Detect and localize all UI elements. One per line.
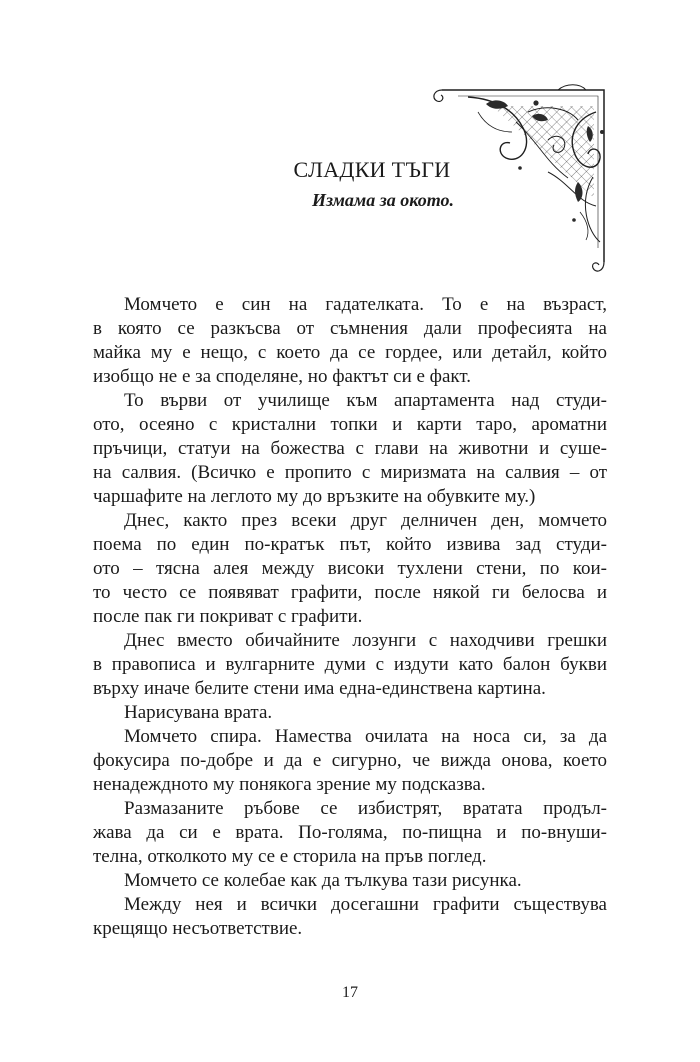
- text-line: Размазаните ръбове се избистрят, вратата продъл-: [124, 798, 607, 819]
- text-line: телна, отколкото му се е сторила на пръв поглед.: [93, 846, 487, 867]
- text-line: в която се разкъсва от съмнения дали професията на: [93, 318, 607, 339]
- chapter-subtitle: Измама за окото.: [312, 190, 454, 210]
- paragraph: [93, 389, 607, 509]
- text-line: ото – тясна алея между високи тухлени стени, по кои-: [93, 558, 607, 579]
- chapter-title: СЛАДКИ ТЪГИ: [293, 157, 451, 182]
- paragraph: [93, 509, 607, 629]
- text-line: на салвия. (Всичко е пропито с миризмата на салвия – от: [93, 462, 607, 483]
- body-text: [93, 293, 607, 941]
- text-line: ото, осеяно с кристални топки и карти таро, ароматни: [93, 414, 607, 435]
- paragraph: [93, 893, 607, 941]
- paragraph: [93, 725, 607, 797]
- text-line: Нарисувана врата.: [124, 702, 273, 723]
- text-line: чаршафите на леглото му до връзките на обувките му.): [93, 486, 536, 507]
- paragraph: [93, 869, 607, 893]
- text-line: фокусира по-добре и да е сигурно, че вижда онова, което: [93, 750, 607, 771]
- page-number: 17: [342, 984, 358, 1001]
- text-line: пръчици, статуи на божества с глави на животни и суше-: [93, 438, 607, 459]
- text-line: ненадеждното му понякога зрение му подсказва.: [93, 774, 486, 795]
- text-line: жава да си е врата. По-голяма, по-пищна и по-внуши-: [93, 822, 607, 843]
- text-line: върху иначе белите стени има една-единствена картина.: [93, 678, 546, 699]
- paragraph: [93, 293, 607, 389]
- text-line: крещящо несъответствие.: [93, 918, 303, 939]
- text-line: Момчето е син на гадателката. То е на възраст,: [124, 294, 607, 315]
- text-line: то често се появяват графити, после някой ги белосва и: [93, 582, 607, 603]
- paragraph: [93, 701, 607, 725]
- text-line: в правописа и вулгарните думи с издути като балон букви: [93, 654, 607, 675]
- text-line: майка му е нещо, с което да се гордее, или детайл, който: [93, 342, 607, 363]
- paragraph: [93, 629, 607, 701]
- text-line: Момчето спира. Намества очилата на носа си, за да: [124, 726, 607, 747]
- text-line: Момчето се колебае как да тълкува тази рисунка.: [124, 870, 522, 891]
- text-line: поема по един по-кратък път, който извива зад студи-: [93, 534, 607, 555]
- paragraph: [93, 797, 607, 869]
- text-line: То върви от училище към апартамента над студи-: [124, 390, 607, 411]
- text-line: Днес, както през всеки друг делничен ден, момчето: [124, 510, 607, 531]
- text-line: Днес вместо обичайните лозунги с находчиви грешки: [124, 630, 607, 651]
- text-line: изобщо не е за споделяне, но фактът си е факт.: [93, 366, 472, 387]
- text-line: после пак ги покриват с графити.: [93, 606, 363, 627]
- text-line: Между нея и всички досегашни графити съществува: [124, 894, 607, 915]
